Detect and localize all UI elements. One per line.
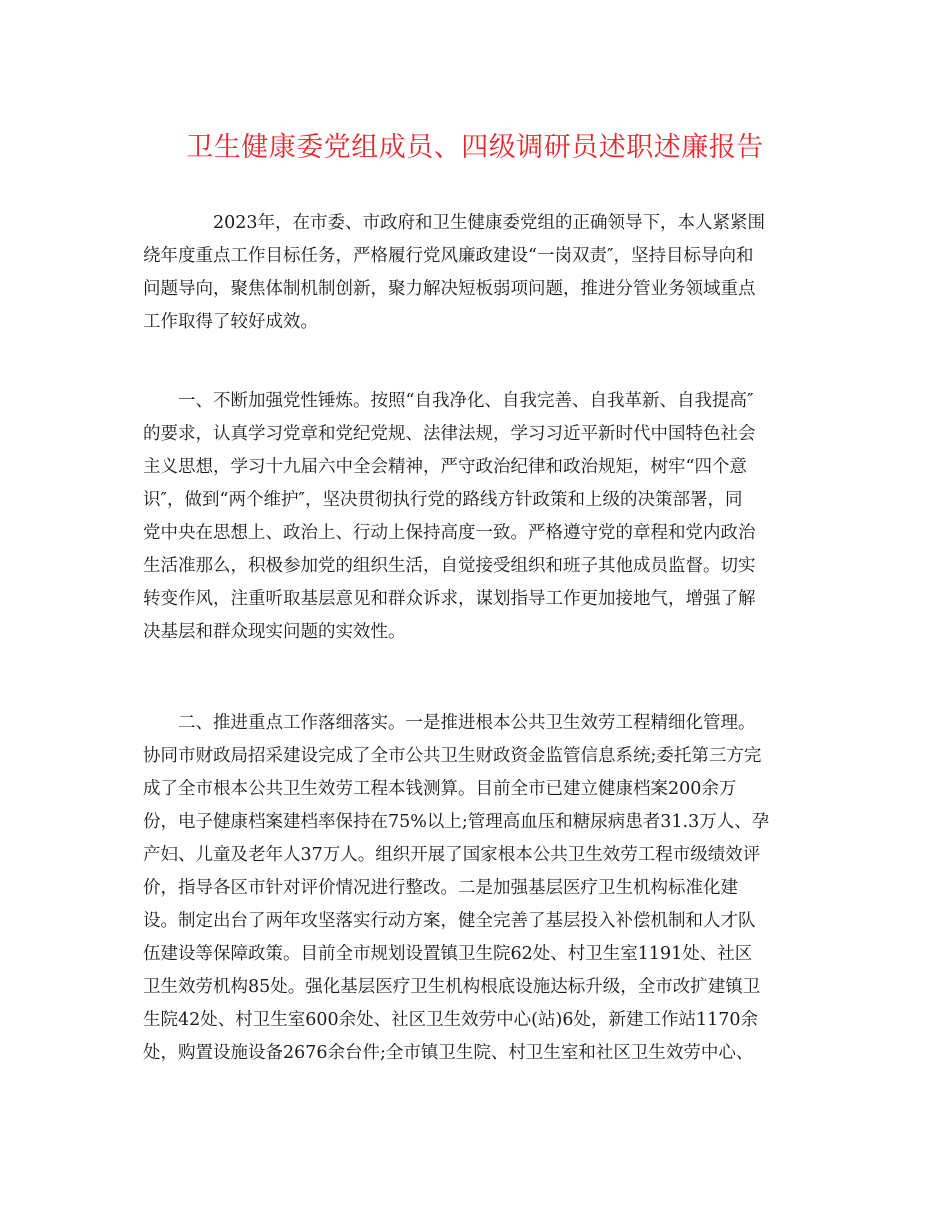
- paragraph-line: 成了全市根本公共卫生效劳工程本钱测算。目前全市已建立健康档案200余万: [143, 779, 737, 799]
- paragraph-line: 二、推进重点工作落细落实。一是推进根本公共卫生效劳工程精细化管理。: [178, 713, 756, 733]
- paragraph-line: 生活准那么，积极参加党的组织生活，自觉接受组织和班子其他成员监督。切实: [143, 556, 756, 576]
- paragraph-line: 决基层和群众现实问题的实效性。: [143, 622, 406, 642]
- paragraph-line: 问题导向，聚焦体制机制创新，聚力解决短板弱项问题，推进分管业务领域重点: [143, 279, 756, 299]
- paragraph-line: 工作取得了较好成效。: [143, 312, 318, 332]
- paragraph-line: 主义思想，学习十九届六中全会精神，严守政治纪律和政治规矩，树牢“四个意: [143, 457, 747, 477]
- paragraph-line: 党中央在思想上、政治上、行动上保持高度一致。严格遵守党的章程和党内政治: [143, 523, 756, 543]
- paragraph-line: 2023年，在市委、市政府和卫生健康委党组的正确领导下，本人紧紧围: [213, 213, 766, 233]
- paragraph-line: 卫生效劳机构85处。强化基层医疗卫生机构根底设施达标升级，全市改扩建镇卫: [143, 977, 761, 997]
- paragraph-line: 设。制定出台了两年攻坚落实行动方案，健全完善了基层投入补偿机制和人才队: [143, 911, 756, 931]
- paragraph-line: 协同市财政局招采建设完成了全市公共卫生财政资金监管信息系统;委托第三方完: [143, 746, 762, 766]
- paragraph-line: 转变作风，注重听取基层意见和群众诉求，谋划指导工作更加接地气，增强了解: [143, 589, 756, 609]
- paragraph-line: 识″，做到“两个维护″，坚决贯彻执行党的路线方针政策和上级的决策部署，同: [143, 490, 743, 510]
- paragraph-line: 一、不断加强党性锤炼。按照“自我净化、自我完善、自我革新、自我提高″: [178, 391, 754, 411]
- paragraph-line: 产妇、儿童及老年人37万人。组织开展了国家根本公共卫生效劳工程市级绩效评: [143, 845, 761, 865]
- paragraph-line: 处，购置设施设备2676余台件;全市镇卫生院、村卫生室和社区卫生效劳中心、: [143, 1043, 754, 1063]
- paragraph-line: 价，指导各区市针对评价情况进行整改。二是加强基层医疗卫生机构标准化建: [143, 878, 738, 898]
- document-title: 卫生健康委党组成员、四级调研员述职述廉报告: [186, 132, 764, 163]
- paragraph-line: 生院42处、村卫生室600余处、社区卫生效劳中心(站)6处，新建工作站1170余: [143, 1010, 758, 1030]
- paragraph-line: 绕年度重点工作目标任务，严格履行党风廉政建设“一岗双责″，坚持目标导向和: [143, 246, 754, 266]
- paragraph-line: 的要求，认真学习党章和党纪党规、法律法规，学习习近平新时代中国特色社会: [143, 424, 756, 444]
- paragraph-line: 份，电子健康档案建档率保持在75%以上;管理高血压和糖尿病患者31.3万人、孕: [143, 812, 770, 832]
- paragraph-line: 伍建设等保障政策。目前全市规划设置镇卫生院62处、村卫生室1191处、社区: [143, 944, 753, 964]
